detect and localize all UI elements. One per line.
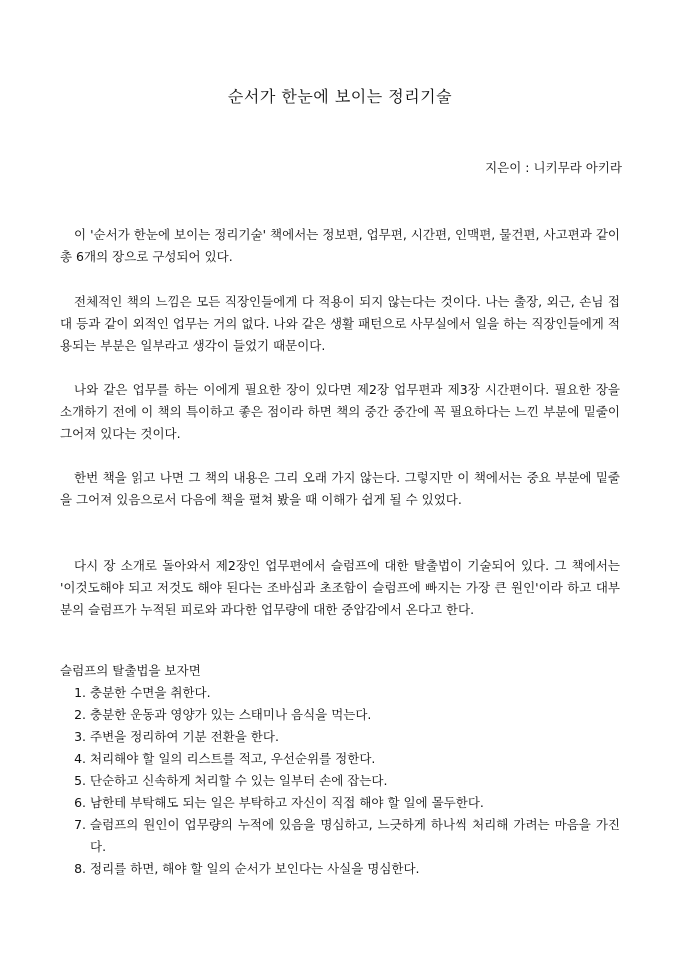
list-item — [60, 858, 620, 880]
list-intro: 슬럼프의 탈출법을 보자면 — [60, 663, 201, 678]
list-item — [60, 726, 620, 748]
list-item — [60, 792, 620, 814]
list-item-number: 5. — [74, 773, 86, 788]
list-item — [60, 682, 620, 704]
slump-escape-list — [60, 682, 620, 880]
list-item-number: 6. — [74, 795, 86, 810]
list-item-number: 3. — [74, 729, 86, 744]
paragraph-3: 나와 같은 업무를 하는 이에게 필요한 장이 있다면 제2장 업무편과 제3장 시간편이다. 필요한 장을 소개하기 전에 이 책의 특이하고 좋은 점이라 하면 책의 중간 중간에 꼭 필요하다는 느낀 부분에 밑줄이 그어져 있다는 것이다. — [60, 382, 620, 441]
list-item — [60, 748, 620, 770]
list-item-text: 충분한 수면을 취한다. — [90, 685, 211, 700]
list-item — [60, 704, 620, 726]
list-item-number: 8. — [74, 861, 86, 876]
list-item-text: 주변을 정리하여 기분 전환을 한다. — [90, 729, 279, 744]
list-item-text: 슬럼프의 원인이 업무량의 누적에 있음을 명심하고, 느긋하게 하나씩 처리해 가려는 마음을 가진다. — [90, 817, 620, 854]
list-item — [60, 814, 620, 858]
list-item-number: 2. — [74, 707, 86, 722]
paragraph-4: 한번 책을 읽고 나면 그 책의 내용은 그리 오래 가지 않는다. 그렇지만 이 책에서는 중요 부분에 밑줄을 그어져 있음으로서 다음에 책을 펼쳐 봤을 때 이해가 쉽게 될 수 있었다. — [60, 470, 620, 507]
paragraph-5: 다시 장 소개로 돌아와서 제2장인 업무편에서 슬럼프에 대한 탈출법이 기술되어 있다. 그 책에서는 '이것도해야 되고 저것도 해야 된다는 조바심과 초조함이 슬럼프에 빠지는 가장 큰 원인'이라 하고 대부분의 슬럼프가 누적된 피로와 과다한 업무량에 대한 중압감에서 온다고 한다. — [60, 558, 620, 617]
document-title: 순서가 한눈에 보이는 정리기술 — [227, 87, 453, 106]
paragraph-1: 이 '순서가 한눈에 보이는 정리기술' 책에서는 정보편, 업무편, 시간편, 인맥편, 물건편, 사고편과 같이 총 6개의 장으로 구성되어 있다. — [60, 227, 620, 264]
author-line: 지은이 : 니키무라 아키라 — [485, 160, 622, 175]
list-item — [60, 770, 620, 792]
list-item-text: 정리를 하면, 해야 할 일의 순서가 보인다는 사실을 명심한다. — [90, 861, 420, 876]
list-item-number: 1. — [74, 685, 86, 700]
list-item-text: 단순하고 신속하게 처리할 수 있는 일부터 손에 잡는다. — [90, 773, 388, 788]
list-item-text: 충분한 운동과 영양가 있는 스태미나 음식을 먹는다. — [90, 707, 372, 722]
list-item-number: 7. — [74, 817, 86, 832]
list-item-text: 남한테 부탁해도 되는 일은 부탁하고 자신이 직접 해야 할 일에 몰두한다. — [90, 795, 484, 810]
paragraph-2: 전체적인 책의 느낌은 모든 직장인들에게 다 적용이 되지 않는다는 것이다. 나는 출장, 외근, 손님 접대 등과 같이 외적인 업무는 거의 없다. 나와 같은 생활 패턴으로 사무실에서 일을 하는 직장인들에게 적용되는 부분은 일부라고 생각이 들었기 때문이다. — [60, 294, 620, 353]
list-item-number: 4. — [74, 751, 86, 766]
list-item-text: 처리해야 할 일의 리스트를 적고, 우선순위를 정한다. — [90, 751, 376, 766]
